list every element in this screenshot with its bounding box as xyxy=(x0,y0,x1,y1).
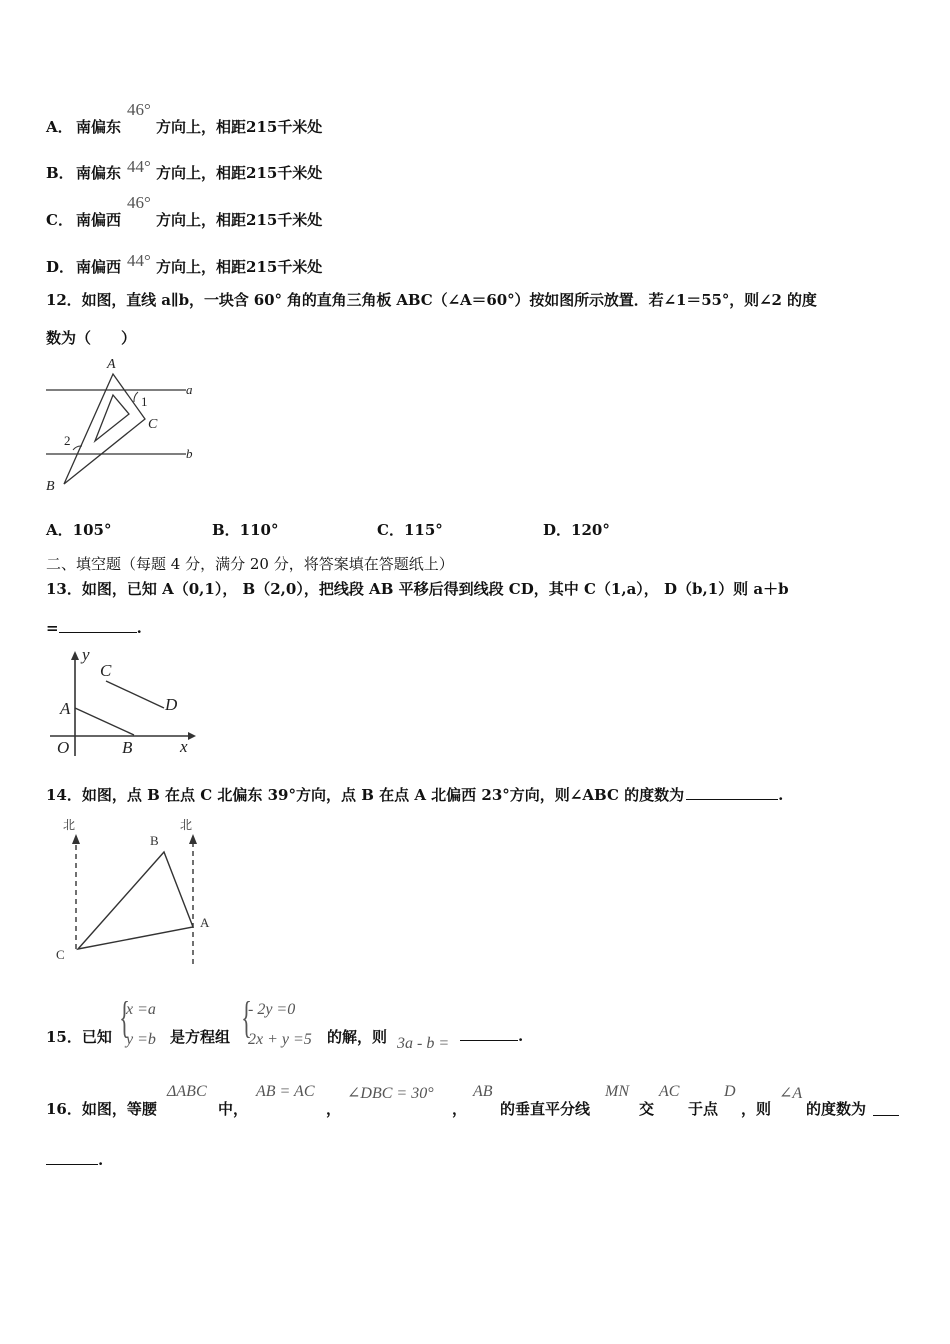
q16-equation-1: AB = AC xyxy=(256,1083,315,1100)
option-letter: A． xyxy=(46,118,73,136)
option-angle: 46° xyxy=(127,193,151,212)
q13-stem-line2 xyxy=(46,618,142,637)
q16-prefix: 16．如图，等腰 xyxy=(46,1100,157,1118)
label-O: O xyxy=(57,738,70,757)
q16-answer-blank-part1[interactable] xyxy=(873,1101,899,1116)
angle-1-arc xyxy=(134,392,138,402)
option-direction: 南偏西 xyxy=(76,211,122,229)
q15-system1-row2: y =b xyxy=(126,1031,156,1048)
option-angle: 46° xyxy=(127,100,151,119)
option-letter: D． xyxy=(46,258,75,276)
option-direction: 南偏东 xyxy=(76,118,122,136)
label-line-b: b xyxy=(186,446,193,461)
section-2-heading: 二、填空题（每题 4 分，满分 20 分，将答案填在答题纸上） xyxy=(46,555,454,573)
label-1: 1 xyxy=(141,394,148,409)
q13-stem-line1: 13．如图，已知 A（0,1）， B（2,0），把线段 AB 平移后得到线段 CD，其中 C（1,a）， D（b,1）则 a＋b xyxy=(46,580,789,598)
q16-ze: ，则 xyxy=(741,1100,772,1118)
q16-jiao: 交 xyxy=(639,1100,655,1118)
q15-brace-2: { xyxy=(241,993,252,1042)
option-direction: 南偏西 xyxy=(76,258,122,276)
label-A: A xyxy=(200,915,210,930)
q16-period: . xyxy=(98,1151,104,1169)
label-C: C xyxy=(148,417,158,432)
option-rest: 方向上，相距215千米处 xyxy=(156,211,323,229)
q12-option-d: D．120° xyxy=(543,521,610,539)
q16-line-mn: MN xyxy=(605,1083,629,1100)
option-angle: 44° xyxy=(127,157,151,176)
q13-figure xyxy=(46,644,206,759)
q16-triangle: ΔABC xyxy=(167,1083,207,1100)
q15-after: 的解，则 xyxy=(327,1028,388,1046)
q12-stem-line2: 数为（ ） xyxy=(46,329,137,347)
label-x: x xyxy=(180,737,188,756)
q16-yudian: 于点 xyxy=(688,1100,719,1118)
q13-answer-blank[interactable] xyxy=(59,618,137,633)
label-north-2: 北 xyxy=(180,818,193,832)
segment-CD xyxy=(106,681,164,708)
y-axis-arrow xyxy=(71,651,79,660)
q16-angle-a: ∠A xyxy=(779,1085,803,1102)
q15-system2-row1: - 2y =0 xyxy=(248,1001,296,1018)
label-A: A xyxy=(107,357,116,372)
x-axis-arrow xyxy=(188,732,196,740)
q12-option-c: C．115° xyxy=(377,521,443,539)
triangle-ABC xyxy=(78,852,193,949)
option-letter: C． xyxy=(46,211,73,229)
option-rest: 方向上，相距215千米处 xyxy=(156,258,323,276)
q14-stem xyxy=(46,784,783,805)
q15-expression: 3a - b = xyxy=(397,1035,450,1052)
option-angle: 44° xyxy=(127,251,151,270)
q15-mid: 是方程组 xyxy=(170,1028,231,1046)
q15-answer-blank[interactable] xyxy=(460,1026,518,1041)
label-line-a: a xyxy=(186,382,193,397)
q16-segment-ac: AC xyxy=(659,1083,680,1100)
label-D: D xyxy=(165,695,178,714)
q16-perpendicular: 的垂直平分线 xyxy=(500,1100,591,1118)
q15-system1-row1: x =a xyxy=(126,1001,156,1018)
q12-option-b: B．110° xyxy=(212,521,279,539)
q13-period: . xyxy=(136,619,142,637)
label-B: B xyxy=(122,738,133,757)
q16-segment-ab: AB xyxy=(473,1083,493,1100)
q12-option-a: A．105° xyxy=(46,521,112,539)
q16-point-d: D xyxy=(724,1083,736,1100)
q15-answer xyxy=(460,1026,523,1045)
q16-equation-2: ∠DBC = 30° xyxy=(347,1085,434,1102)
q15-system2-row2: 2x + y =5 xyxy=(248,1031,312,1048)
q15-period: . xyxy=(518,1027,524,1045)
q14-figure xyxy=(46,812,226,972)
q12-figure xyxy=(40,352,210,497)
q16-answer-blank-part2[interactable] xyxy=(46,1150,98,1165)
q16-answer-line2 xyxy=(46,1150,103,1169)
q15-brace-1: { xyxy=(119,993,130,1042)
q14-text: 14．如图，点 B 在点 C 北偏东 39°方向，点 B 在点 A 北偏西 23°方向，则∠ABC 的度数为 xyxy=(46,786,685,804)
q16-zhong: 中， xyxy=(218,1100,249,1118)
option-rest: 方向上，相距215千米处 xyxy=(156,164,323,182)
q16-comma-2: ， xyxy=(452,1100,468,1118)
option-letter: B． xyxy=(46,164,74,182)
q13-equals: = xyxy=(46,619,59,637)
q14-period: . xyxy=(778,786,784,804)
label-C: C xyxy=(100,661,112,680)
label-A: A xyxy=(60,699,71,718)
north-arrow-C xyxy=(72,834,80,844)
label-B: B xyxy=(150,833,159,848)
label-B: B xyxy=(46,479,55,494)
q15-prefix: 15．已知 xyxy=(46,1028,112,1046)
option-direction: 南偏东 xyxy=(76,164,122,182)
label-y: y xyxy=(82,645,90,664)
q16-comma-1: ， xyxy=(326,1100,342,1118)
q14-answer-blank[interactable] xyxy=(686,785,778,800)
label-C: C xyxy=(56,947,65,962)
q12-stem-line1: 12．如图，直线 a∥b，一块含 60° 角的直角三角板 ABC（∠A＝60°）按如图所示放置．若∠1＝55°，则∠2 的度 xyxy=(46,291,817,309)
label-2: 2 xyxy=(64,433,71,448)
q16-tail: 的度数为 xyxy=(806,1100,867,1118)
segment-AB xyxy=(75,708,134,735)
label-north-1: 北 xyxy=(63,818,76,832)
north-arrow-A xyxy=(189,834,197,844)
option-rest: 方向上，相距215千米处 xyxy=(156,118,323,136)
